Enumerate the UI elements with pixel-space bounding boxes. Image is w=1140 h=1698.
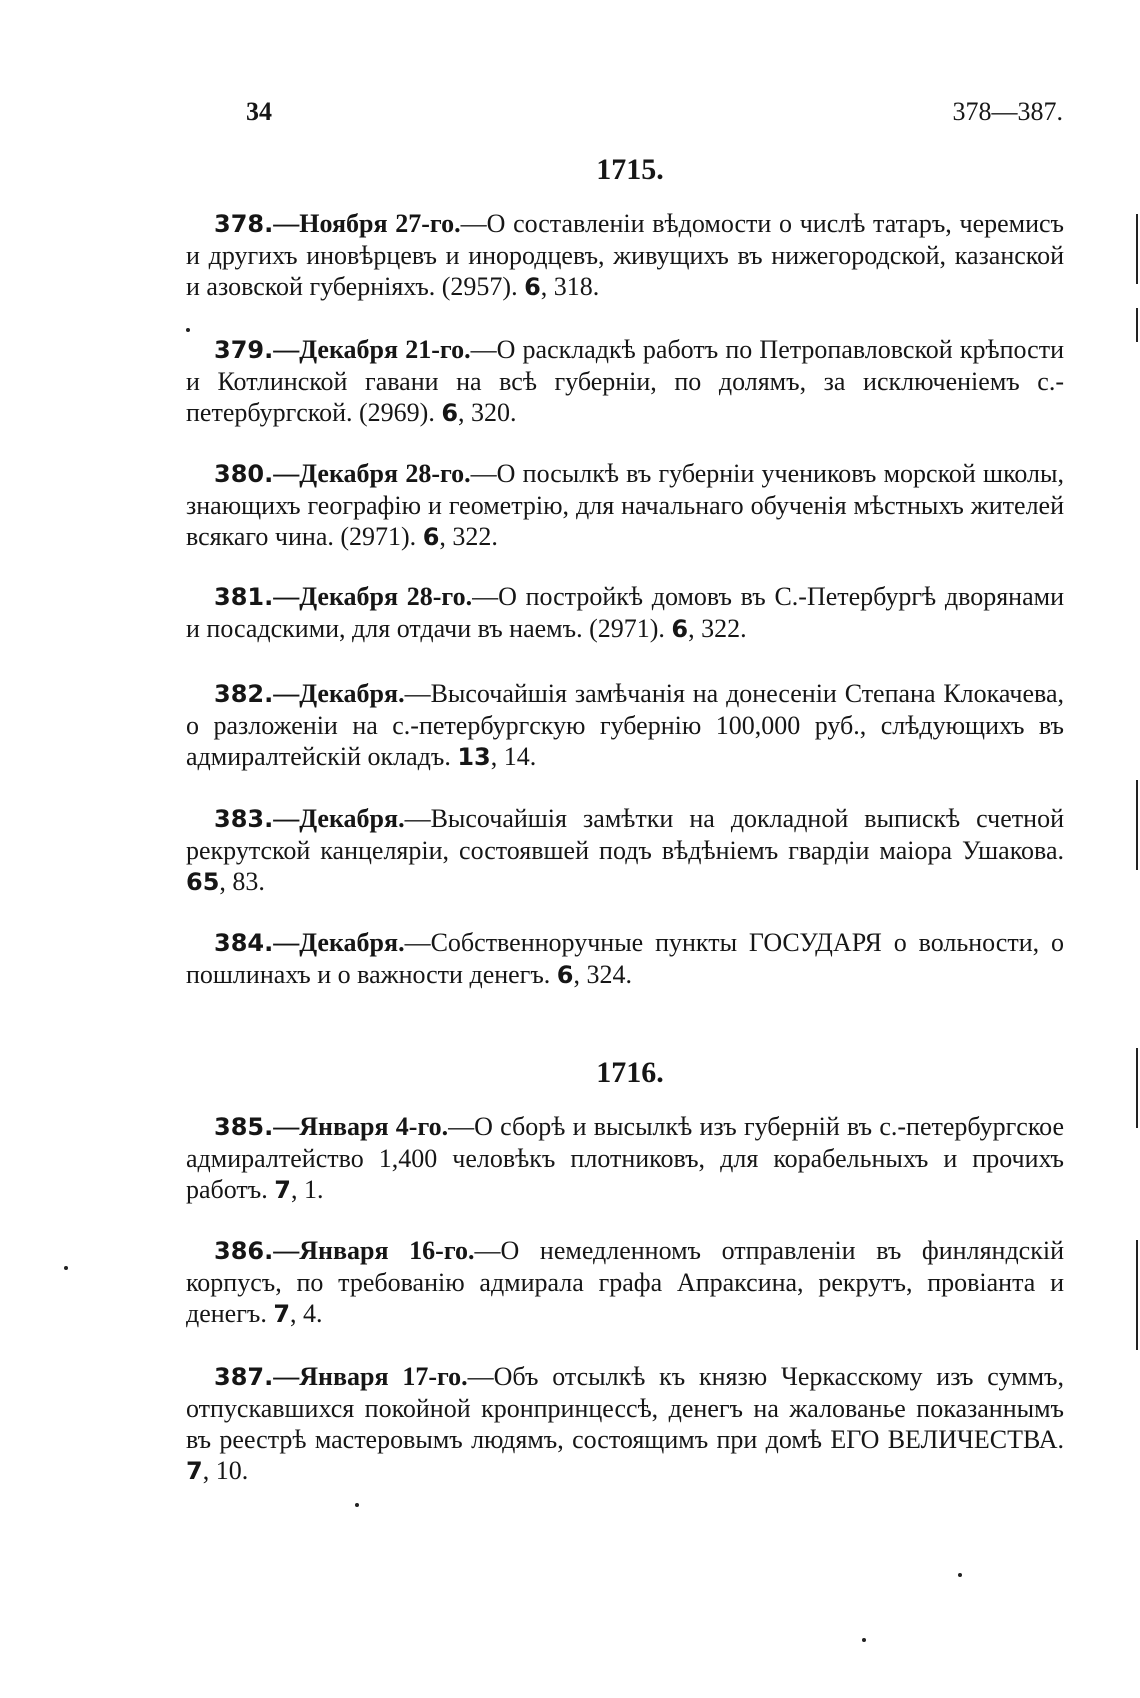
entry-page: , 320. (458, 398, 517, 427)
entry-381 (186, 581, 1064, 645)
page-number: 34 (246, 97, 272, 126)
entry-number: 383. (214, 805, 274, 833)
entry-date: —Ноября 27-го. (273, 209, 461, 238)
entry-387 (186, 1361, 1064, 1487)
scan-margin-mark (1136, 308, 1138, 342)
entry-page: , 318. (540, 272, 600, 301)
entry-383 (186, 803, 1064, 898)
scan-speck (186, 328, 190, 332)
entry-number: 384. (214, 929, 274, 957)
entry-text: —О раскладкѣ работъ по Петропавловской крѣпости и Котлинской гавани на всѣ губерніи, по долямъ, за исключеніемъ с.-петербургской. (2969). (186, 335, 1064, 427)
entry-380 (186, 458, 1064, 553)
entry-date: —Декабря 21-го. (273, 335, 471, 364)
entry-volume: 7 (186, 1457, 203, 1485)
entry-volume: 6 (441, 399, 459, 427)
entry-page: , 4. (290, 1299, 323, 1328)
entry-volume: 7 (274, 1176, 291, 1204)
entry-text: —Высочайшія замѣтки на докладной выпискѣ счетной рекрутской канцеляріи, состоявшей подъ вѣдѣніемъ гвардіи маіора Ушакова. (186, 804, 1064, 865)
entry-volume: 6 (422, 523, 440, 551)
entry-date: —Января 17-го. (273, 1362, 468, 1391)
entry-385 (186, 1111, 1064, 1206)
entry-text: —О немедленномъ отправленіи въ финляндскій корпусъ, по требованію адмирала графа Апраксина, рекрутъ, провіанта и денегъ. (186, 1236, 1064, 1328)
entry-number: 381. (214, 583, 274, 611)
scan-speck (958, 1573, 962, 1577)
page-header (246, 92, 1063, 132)
year-heading-1716: 1716. (596, 1056, 664, 1089)
entry-date: —Декабря. (273, 804, 405, 833)
entry-volume: 6 (524, 273, 541, 301)
entry-text: —О составленіи вѣдомости о числѣ татаръ, черемисъ и другихъ иновѣрцевъ и инородцевъ, живущихъ въ нижегородской, казанской и азовской губерніяхъ. (2957). (186, 209, 1064, 301)
entry-date: —Декабря. (273, 928, 405, 957)
entry-number: 378. (214, 210, 274, 238)
entry-text: —О постройкѣ домовъ въ С.-Петербургѣ дворянами и посадскими, для отдачи въ наемъ. (2971). (186, 582, 1064, 643)
scan-margin-mark (1136, 1048, 1138, 1128)
scan-speck (862, 1638, 866, 1642)
entry-volume: 7 (273, 1300, 291, 1328)
entry-382 (186, 678, 1064, 773)
entry-number: 385. (214, 1113, 274, 1141)
scan-speck (355, 1503, 359, 1507)
entry-date: —Декабря 28-го. (273, 582, 473, 611)
entry-page: , 322. (439, 522, 498, 551)
entry-text: —О посылкѣ въ губерніи учениковъ морской школы, знающихъ географію и геометрію, для начальнаго обученія мѣстныхъ жителей всякаго чина. (2971). (186, 459, 1064, 551)
entry-date: —Января 4-го. (273, 1112, 449, 1141)
entry-386 (186, 1235, 1064, 1330)
entry-text: —Высочайшія замѣчанія на донесеніи Степана Клокачева, о разложеніи на с.-петербургскую губернію 100,000 руб., слѣдующихъ въ адмиралтейскій окладъ. (186, 679, 1064, 771)
entry-text: —Объ отсылкѣ къ князю Черкасскому изъ суммъ, отпускавшихся покойной кронпринцессѣ, денегъ на жалованье показаннымъ въ реестрѣ мастеровымъ людямъ, состоящимъ при домѣ ЕГО ВЕЛИЧЕСТВА. (186, 1362, 1064, 1454)
entry-range: 378—387. (952, 97, 1063, 126)
entry-date: —Января 16-го. (273, 1236, 475, 1265)
entry-volume: 65 (186, 868, 220, 896)
entry-number: 382. (214, 680, 274, 708)
entry-number: 386. (214, 1237, 274, 1265)
entry-page: , 14. (490, 742, 537, 771)
entry-page: , 1. (290, 1175, 324, 1204)
entry-text: —Собственноручные пункты ГОСУДАРЯ о вольности, о пошлинахъ и о важности денегъ. (186, 928, 1064, 989)
entry-number: 380. (214, 460, 274, 488)
entry-date: —Декабря. (273, 679, 405, 708)
entry-page: , 10. (202, 1456, 249, 1485)
entry-379 (186, 334, 1064, 429)
entry-number: 387. (214, 1363, 274, 1391)
entry-volume: 13 (457, 743, 491, 771)
scan-margin-mark (1136, 1240, 1138, 1350)
entry-text: —О сборѣ и высылкѣ изъ губерній въ с.-петербургское адмиралтейство 1,400 человѣкъ плотниковъ, для корабельныхъ и прочихъ работъ. (186, 1112, 1064, 1204)
entry-number: 379. (214, 336, 274, 364)
entry-page: , 322. (688, 614, 747, 643)
scan-margin-mark (1136, 780, 1138, 870)
entry-page: , 324. (573, 960, 632, 989)
entry-date: —Декабря 28-го. (273, 459, 471, 488)
entry-volume: 6 (556, 961, 574, 989)
entry-384 (186, 927, 1064, 991)
entry-page: , 83. (219, 867, 265, 896)
year-heading-1715: 1715. (596, 153, 664, 186)
scan-speck (64, 1266, 68, 1270)
scan-margin-mark (1136, 214, 1138, 284)
entry-378 (186, 208, 1064, 303)
entry-volume: 6 (671, 615, 689, 643)
